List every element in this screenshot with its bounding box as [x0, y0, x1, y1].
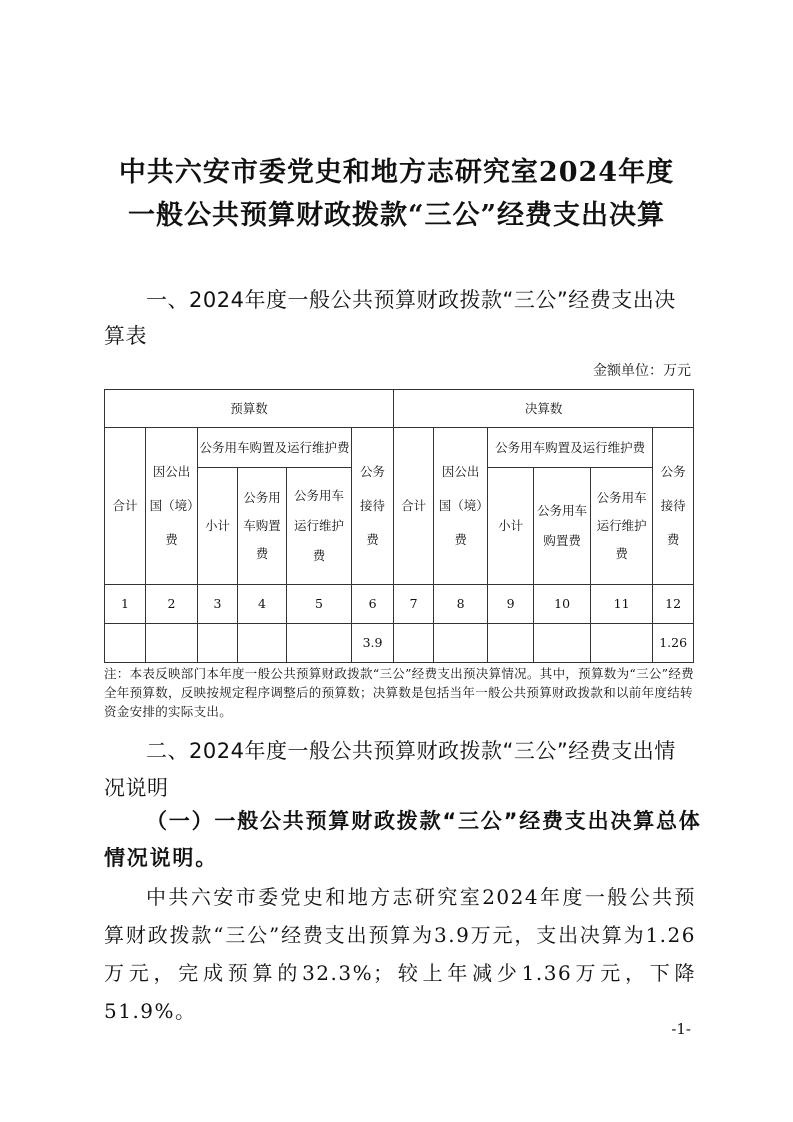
budget-group-header: 预算数: [105, 390, 394, 428]
subsection1-heading-line1: （一）一般公共预算财政拨款“三公”经费支出决算总体: [146, 809, 702, 833]
final-vehicle-purchase-header: 公务用车购置费: [534, 468, 591, 585]
section1-heading-line2: 算表: [104, 324, 147, 348]
document-title-line2: 一般公共预算财政拨款“三公”经费支出决算: [127, 200, 666, 231]
column-number: 12: [653, 585, 694, 624]
value-cell: [238, 624, 287, 663]
column-number: 1: [105, 585, 146, 624]
column-number: 2: [146, 585, 198, 624]
document-title-line1: 中共六安市委党史和地方志研究室2024年度: [118, 157, 675, 188]
budget-subtotal-header: 小计: [198, 468, 238, 585]
column-number: 6: [352, 585, 394, 624]
final-reception-header: 公务接待费: [653, 428, 694, 585]
value-cell: [287, 624, 352, 663]
summary-paragraph: 中共六安市委党史和地方志研究室2024年度一般公共预算财政拨款“三公”经费支出预算为3.9万元，支出决算为1.26万元，完成预算的32.3%；较上年减少1.36万元，下降51.9%。: [104, 885, 696, 1023]
final-reception-value: 1.26: [653, 624, 694, 663]
section2-heading-line2: 况说明: [104, 776, 169, 800]
column-number: 7: [394, 585, 434, 624]
column-number: 11: [591, 585, 653, 624]
table-note: 注：本表反映部门本年度一般公共预算财政拨款“三公”经费支出预决算情况。其中，预算数为“三公”经费全年预算数，反映按规定程序调整后的预算数；决算数是包括当年一般公共预算财政拨款和以前年度结转资金安排的实际支出。: [104, 666, 694, 719]
subsection1-heading-line2: 情况说明。: [104, 846, 218, 870]
value-cell: [394, 624, 434, 663]
value-cell: [434, 624, 488, 663]
section2-heading-line1: 二、2024年度一般公共预算财政拨款“三公”经费支出情: [146, 739, 676, 763]
column-number: 9: [488, 585, 534, 624]
budget-reception-value: 3.9: [352, 624, 394, 663]
value-cell: [105, 624, 146, 663]
final-group-header: 决算数: [394, 390, 694, 428]
value-cell: [198, 624, 238, 663]
column-number-row: [105, 585, 694, 624]
column-number: 3: [198, 585, 238, 624]
value-row: [105, 624, 694, 663]
final-vehicle-operation-header: 公务用车运行维护费: [591, 468, 653, 585]
budget-reception-header: 公务接待费: [352, 428, 394, 585]
value-cell: [591, 624, 653, 663]
page-number: -1-: [671, 1020, 691, 1038]
final-total-header: 合计: [394, 428, 434, 585]
value-cell: [488, 624, 534, 663]
budget-abroad-header: 因公出国（境）费: [146, 428, 198, 585]
three-public-expenses-table: [104, 389, 694, 663]
final-vehicle-group-header: 公务用车购置及运行维护费: [488, 428, 653, 468]
value-cell: [534, 624, 591, 663]
final-subtotal-header: 小计: [488, 468, 534, 585]
column-number: 10: [534, 585, 591, 624]
budget-vehicle-operation-header: 公务用车运行维护费: [287, 468, 352, 585]
budget-vehicle-purchase-header: 公务用车购置费: [238, 468, 287, 585]
budget-total-header: 合计: [105, 428, 146, 585]
column-number: 5: [287, 585, 352, 624]
section1-heading-line1: 一、2024年度一般公共预算财政拨款“三公”经费支出决: [146, 288, 676, 312]
column-number: 4: [238, 585, 287, 624]
value-cell: [146, 624, 198, 663]
final-abroad-header: 因公出国（境）费: [434, 428, 488, 585]
column-number: 8: [434, 585, 488, 624]
unit-label: 金额单位：万元: [593, 363, 691, 379]
budget-vehicle-group-header: 公务用车购置及运行维护费: [198, 428, 352, 468]
